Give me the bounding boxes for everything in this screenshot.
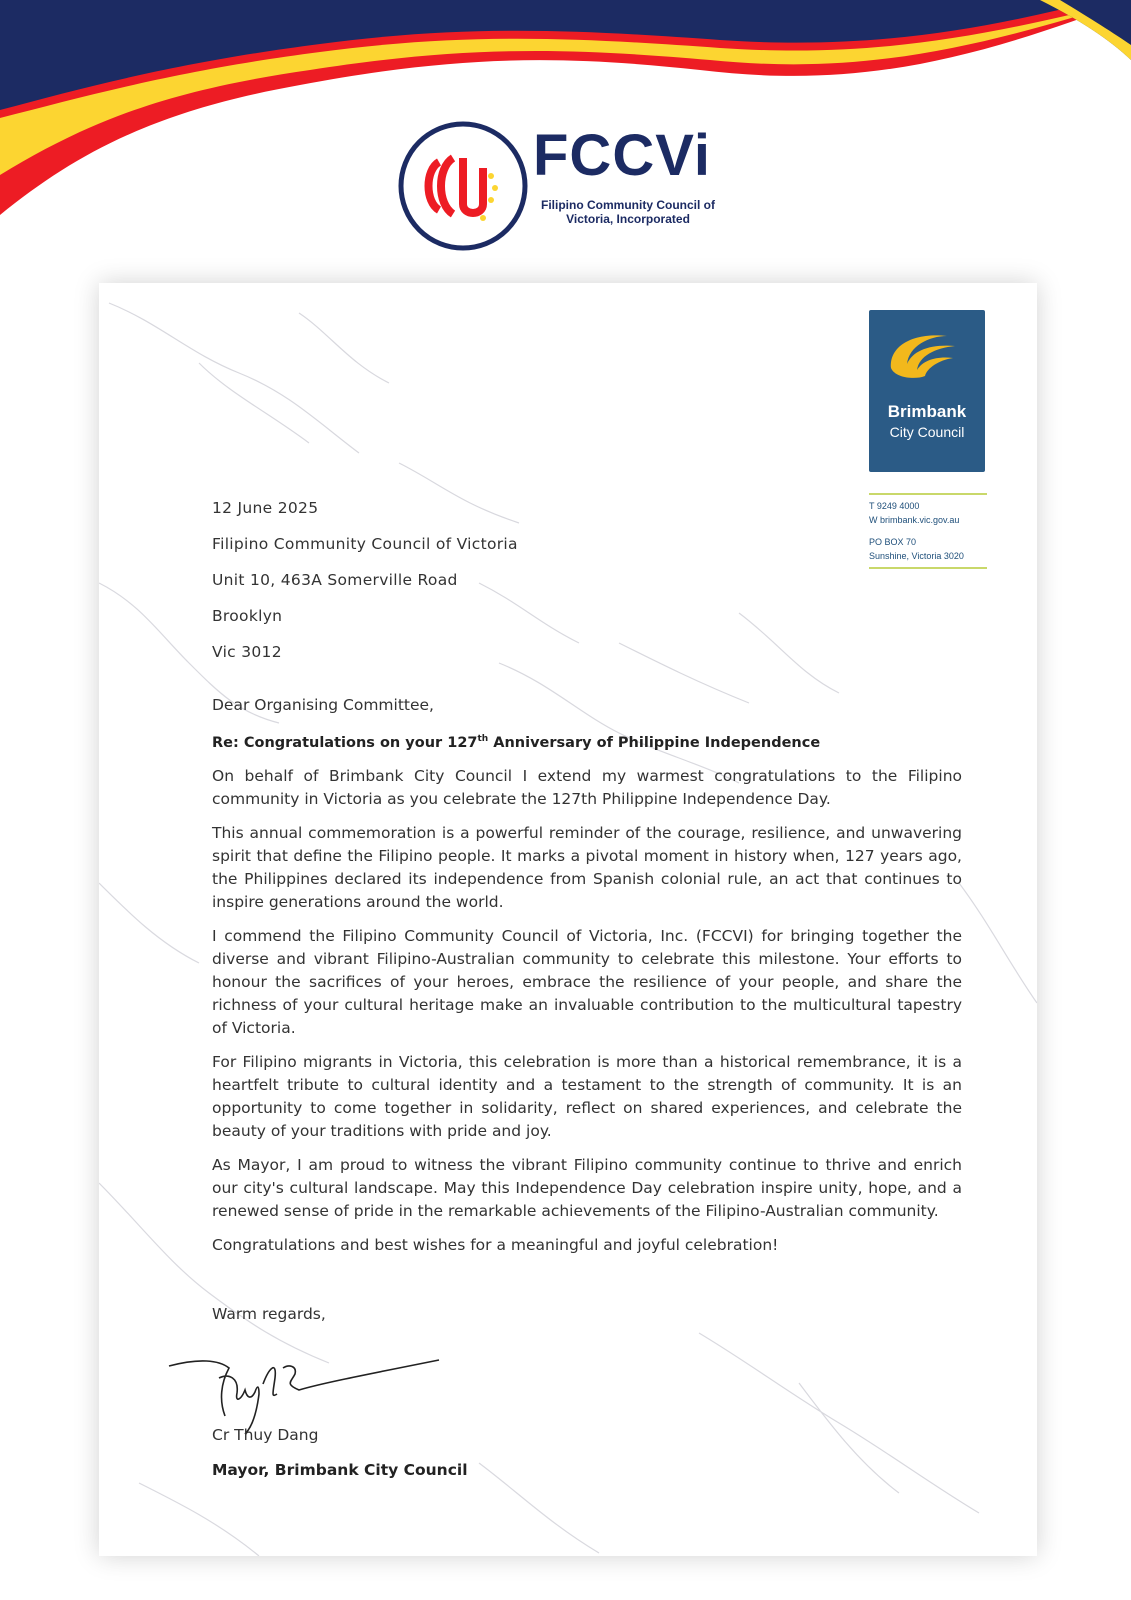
contact-phone: T 9249 4000 [869, 501, 920, 511]
body-paragraph: As Mayor, I am proud to witness the vibrant Filipino community continue to thrive and enrich our city's cultural landscape. May this Independence Day celebration inspire unity, hope, and a renewed sense of pride in the remarkable achievements of the Filipino-Australian community. [212, 1155, 962, 1220]
subject-line [212, 728, 962, 754]
logo-name-line1: Filipino Community Council of [541, 198, 715, 212]
letter-body [212, 490, 962, 1325]
closing-line: Congratulations and best wishes for a meaningful and joyful celebration! [212, 1235, 779, 1254]
logo-name-line2: Victoria, Incorporated [566, 212, 690, 226]
contact-suburb: Sunshine, Victoria 3020 [869, 551, 964, 561]
address-line: Vic 3012 [212, 643, 282, 661]
fccvi-emblem-icon [397, 120, 529, 252]
body-paragraph: On behalf of Brimbank City Council I extend my warmest congratulations to the Filipino community in Victoria as you celebrate the 127th Philippine Independence Day. [212, 766, 962, 808]
handwritten-signature [159, 1338, 459, 1438]
address-line: Brooklyn [212, 607, 283, 625]
brimbank-swoosh-icon [869, 310, 985, 400]
logo-full-name [535, 198, 721, 226]
subject-suffix: Anniversary of Philippine Independence [488, 734, 821, 751]
contact-web: W brimbank.vic.gov.au [869, 515, 960, 525]
signer-title: Mayor, Brimbank City Council [212, 1461, 468, 1479]
body-paragraph: For Filipino migrants in Victoria, this celebration is more than a historical remembrance, it is a heartfelt tribute to cultural identity and a testament to the strength of community. It is an opportunity to come together in solidarity, reflect on shared experiences, and celebrate the beauty of your traditions with pride and joy. [212, 1052, 962, 1140]
logo-abbrev: FCCVi [533, 123, 711, 188]
regards: Warm regards, [212, 1304, 326, 1323]
body-paragraph: This annual commemoration is a powerful reminder of the courage, resilience, and unwavering spirit that define the Filipino people. It marks a pivotal moment in history when, 127 years ago, the Philippines declared its independence from Spanish colonial rule, an act that continues to inspire generations around the world. [212, 823, 962, 911]
letter-page [99, 283, 1037, 1556]
address-line: Filipino Community Council of Victoria [212, 535, 518, 553]
contact-po-box: PO BOX 70 [869, 537, 917, 547]
signer-name: Cr Thuy Dang [212, 1426, 319, 1444]
council-subtitle: City Council [889, 424, 965, 440]
letter-date: 12 June 2025 [212, 499, 319, 517]
body-paragraph: I commend the Filipino Community Council of Victoria, Inc. (FCCVI) for bringing together the diverse and vibrant Filipino-Australian community to celebrate this milestone. Your efforts to honour the sacrifices of your heroes, embrace the resilience of your people, and share the richness of your cultural heritage make an invaluable contribution to the multicultural tapestry of Victoria. [212, 926, 962, 1037]
brimbank-logo [869, 310, 985, 472]
subject-prefix: Re: Congratulations on your 127 [212, 734, 478, 751]
council-name: Brimbank [887, 402, 967, 421]
salutation: Dear Organising Committee, [212, 696, 434, 714]
subject-ordinal: th [477, 734, 489, 744]
fccvi-logo [397, 120, 727, 252]
address-line: Unit 10, 463A Somerville Road [212, 571, 458, 589]
